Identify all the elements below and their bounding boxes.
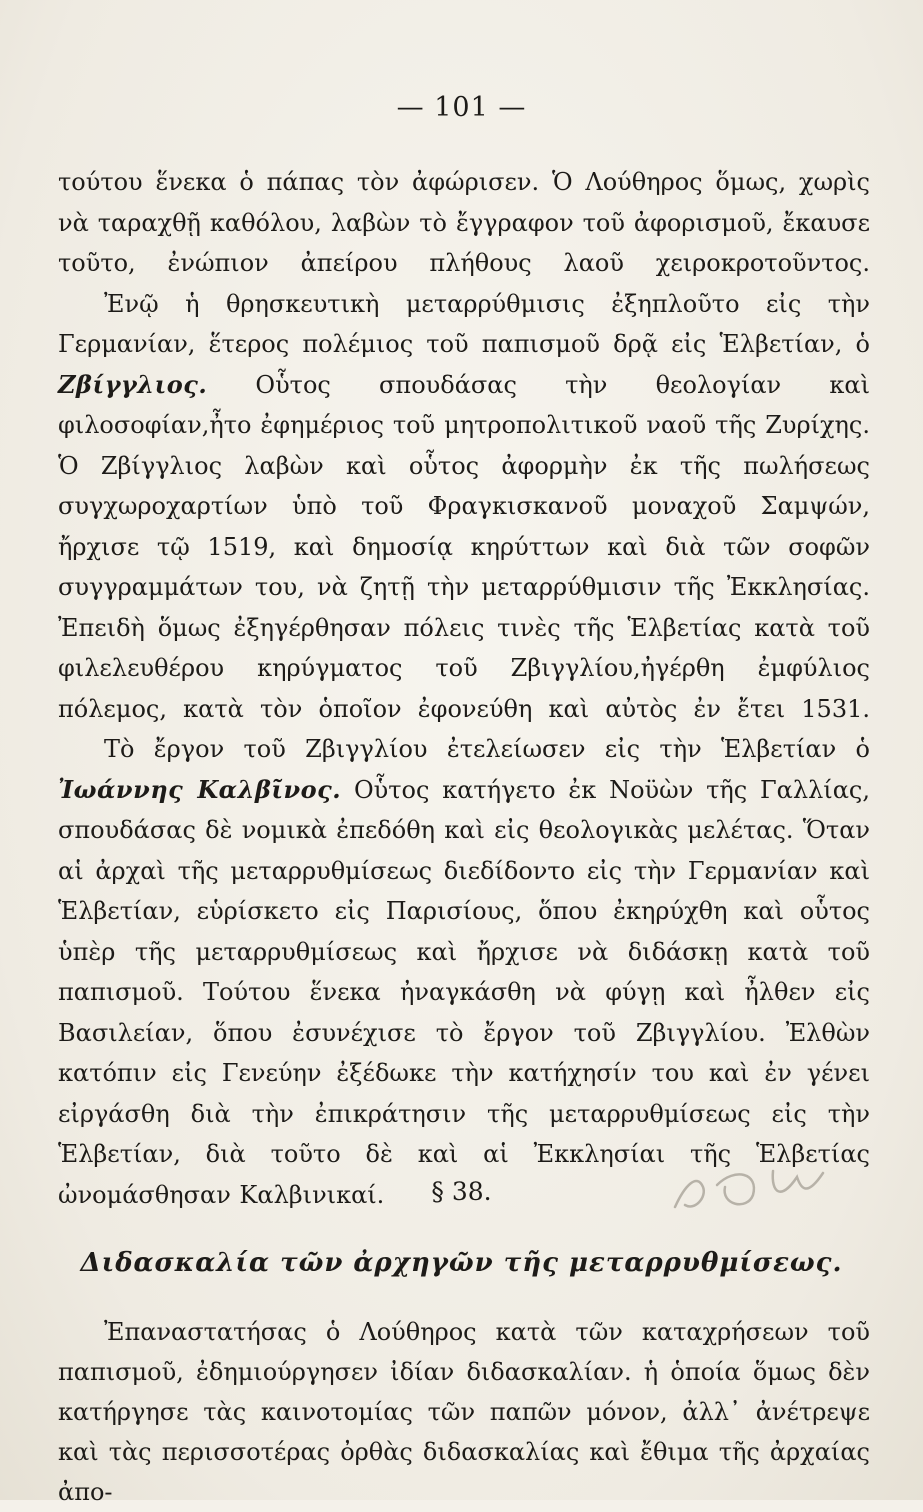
paragraph-3-text-start: Τὸ ἔργον τοῦ Ζβιγγλίου ἐτελείωσεν εἰς τὴν Ἑλβετίαν ὁ [104, 735, 870, 763]
paragraph-1-text: τούτου ἕνεκα ὁ πάπας τὸν ἀφώρισεν. Ὁ Λούθηρος ὅμως, χωρὶς νὰ ταραχθῇ καθόλου, λαβὼν τὸ ἔγγραφον τοῦ ἀφορισμοῦ, ἔκαυσε τοῦτο, ἐνώπιον ἀπείρου πλήθους λαοῦ χειροκροτοῦντος. [58, 168, 870, 277]
section-text [58, 1312, 870, 1512]
paragraph-2 [58, 284, 870, 730]
section-paragraph: Ἐπαναστατήσας ὁ Λούθηρος κατὰ τῶν καταχρήσεων τοῦ παπισμοῦ, ἐδημιούργησεν ἰδίαν διδασκαλίαν. ἡ ὁποία ὅμως δὲν κατήργησε τὰς καινοτομίας τῶν παπῶν μόνον, ἀλλ᾽ ἀνέτρεψε καὶ τὰς περισσοτέρας ὀρθὰς διδασκαλίας καὶ ἔθιμα τῆς ἀρχαίας ἀπο- [58, 1318, 870, 1506]
paragraph-3-text-end: Οὗτος κατήγετο ἐκ Νοϋὼν τῆς Γαλλίας, σπουδάσας δὲ νομικὰ ἐπεδόθη καὶ εἰς θεολογικὰς μελέτας. Ὅταν αἱ ἀρχαὶ τῆς μεταρρυθμίσεως διεδίδοντο εἰς τὴν Γερμανίαν καὶ Ἑλβετίαν, εὑρίσκετο εἰς Παρισίους, ὅπου ἐκηρύχθη καὶ οὗτος ὑπὲρ τῆς μεταρρυθμίσεως καὶ ἤρχισε νὰ διδάσκῃ κατὰ τοῦ παπισμοῦ. Τούτου ἕνεκα ἠναγκάσθη νὰ φύγῃ καὶ ἦλθεν εἰς Βασιλείαν, ὅπου ἐσυνέχισε τὸ ἔργον τοῦ Ζβιγγλίου. Ἐλθὼν κατόπιν εἰς Γενεύην ἐξέδωκε τὴν κατήχησίν του καὶ ἐν γένει εἰργάσθη διὰ τὴν ἐπικράτησιν τῆς μεταρρυθμίσεως εἰς τὴν Ἑλβετίαν, διὰ τοῦτο δὲ καὶ αἱ Ἐκκλησίαι τῆς Ἑλβετίας ὠνομάσθησαν Καλβινικαί. [58, 775, 870, 1209]
name-zwingli: Ζβίγγλιος. [58, 369, 208, 399]
section-title: Διδασκαλία τῶν ἀρχηγῶν τῆς μεταρρυθμίσεως. [80, 1248, 843, 1278]
paragraph-1 [58, 162, 870, 284]
page-number: — 101 — [396, 92, 527, 123]
paragraph-2-text-end: Οὗτος σπουδάσας τὴν θεολογίαν καὶ φιλοσοφίαν,ἦτο ἐφημέριος τοῦ μητροπολιτικοῦ ναοῦ τῆς Ζυρίχης. Ὁ Ζβίγγλιος λαβὼν καὶ οὗτος ἀφορμὴν ἐκ τῆς πωλήσεως συγχωροχαρτίων ὑπὸ τοῦ Φραγκισκανοῦ μοναχοῦ Σαμψών, ἤρχισε τῷ 1519, καὶ δημοσίᾳ κηρύττων καὶ διὰ τῶν σοφῶν συγγραμμάτων του, νὰ ζητῇ τὴν μεταρρύθμισιν τῆς Ἐκκλησίας. Ἐπειδὴ ὅμως ἐξηγέρθησαν πόλεις τινὲς τῆς Ἑλβετίας κατὰ τοῦ φιλελευθέρου κηρύγματος τοῦ Ζβιγγλίου,ἠγέρθη ἐμφύλιος πόλεμος, κατὰ τὸν ὁποῖον ἐφονεύθη καὶ αὐτὸς ἐν ἔτει 1531. [58, 370, 870, 723]
main-text [58, 162, 870, 1215]
name-calvin: Ἰωάννης Καλβῖνος. [58, 774, 342, 804]
section-number: § 38. [431, 1177, 492, 1206]
pencil-scribble-mark [655, 1115, 845, 1225]
paragraph-2-text-start: Ἐνῷ ἡ θρησκευτικὴ μεταρρύθμισις ἐξηπλοῦτο εἰς τὴν Γερμανίαν, ἕτερος πολέμιος τοῦ παπισμοῦ δρᾷ εἰς Ἑλβετίαν, ὁ [58, 289, 870, 358]
